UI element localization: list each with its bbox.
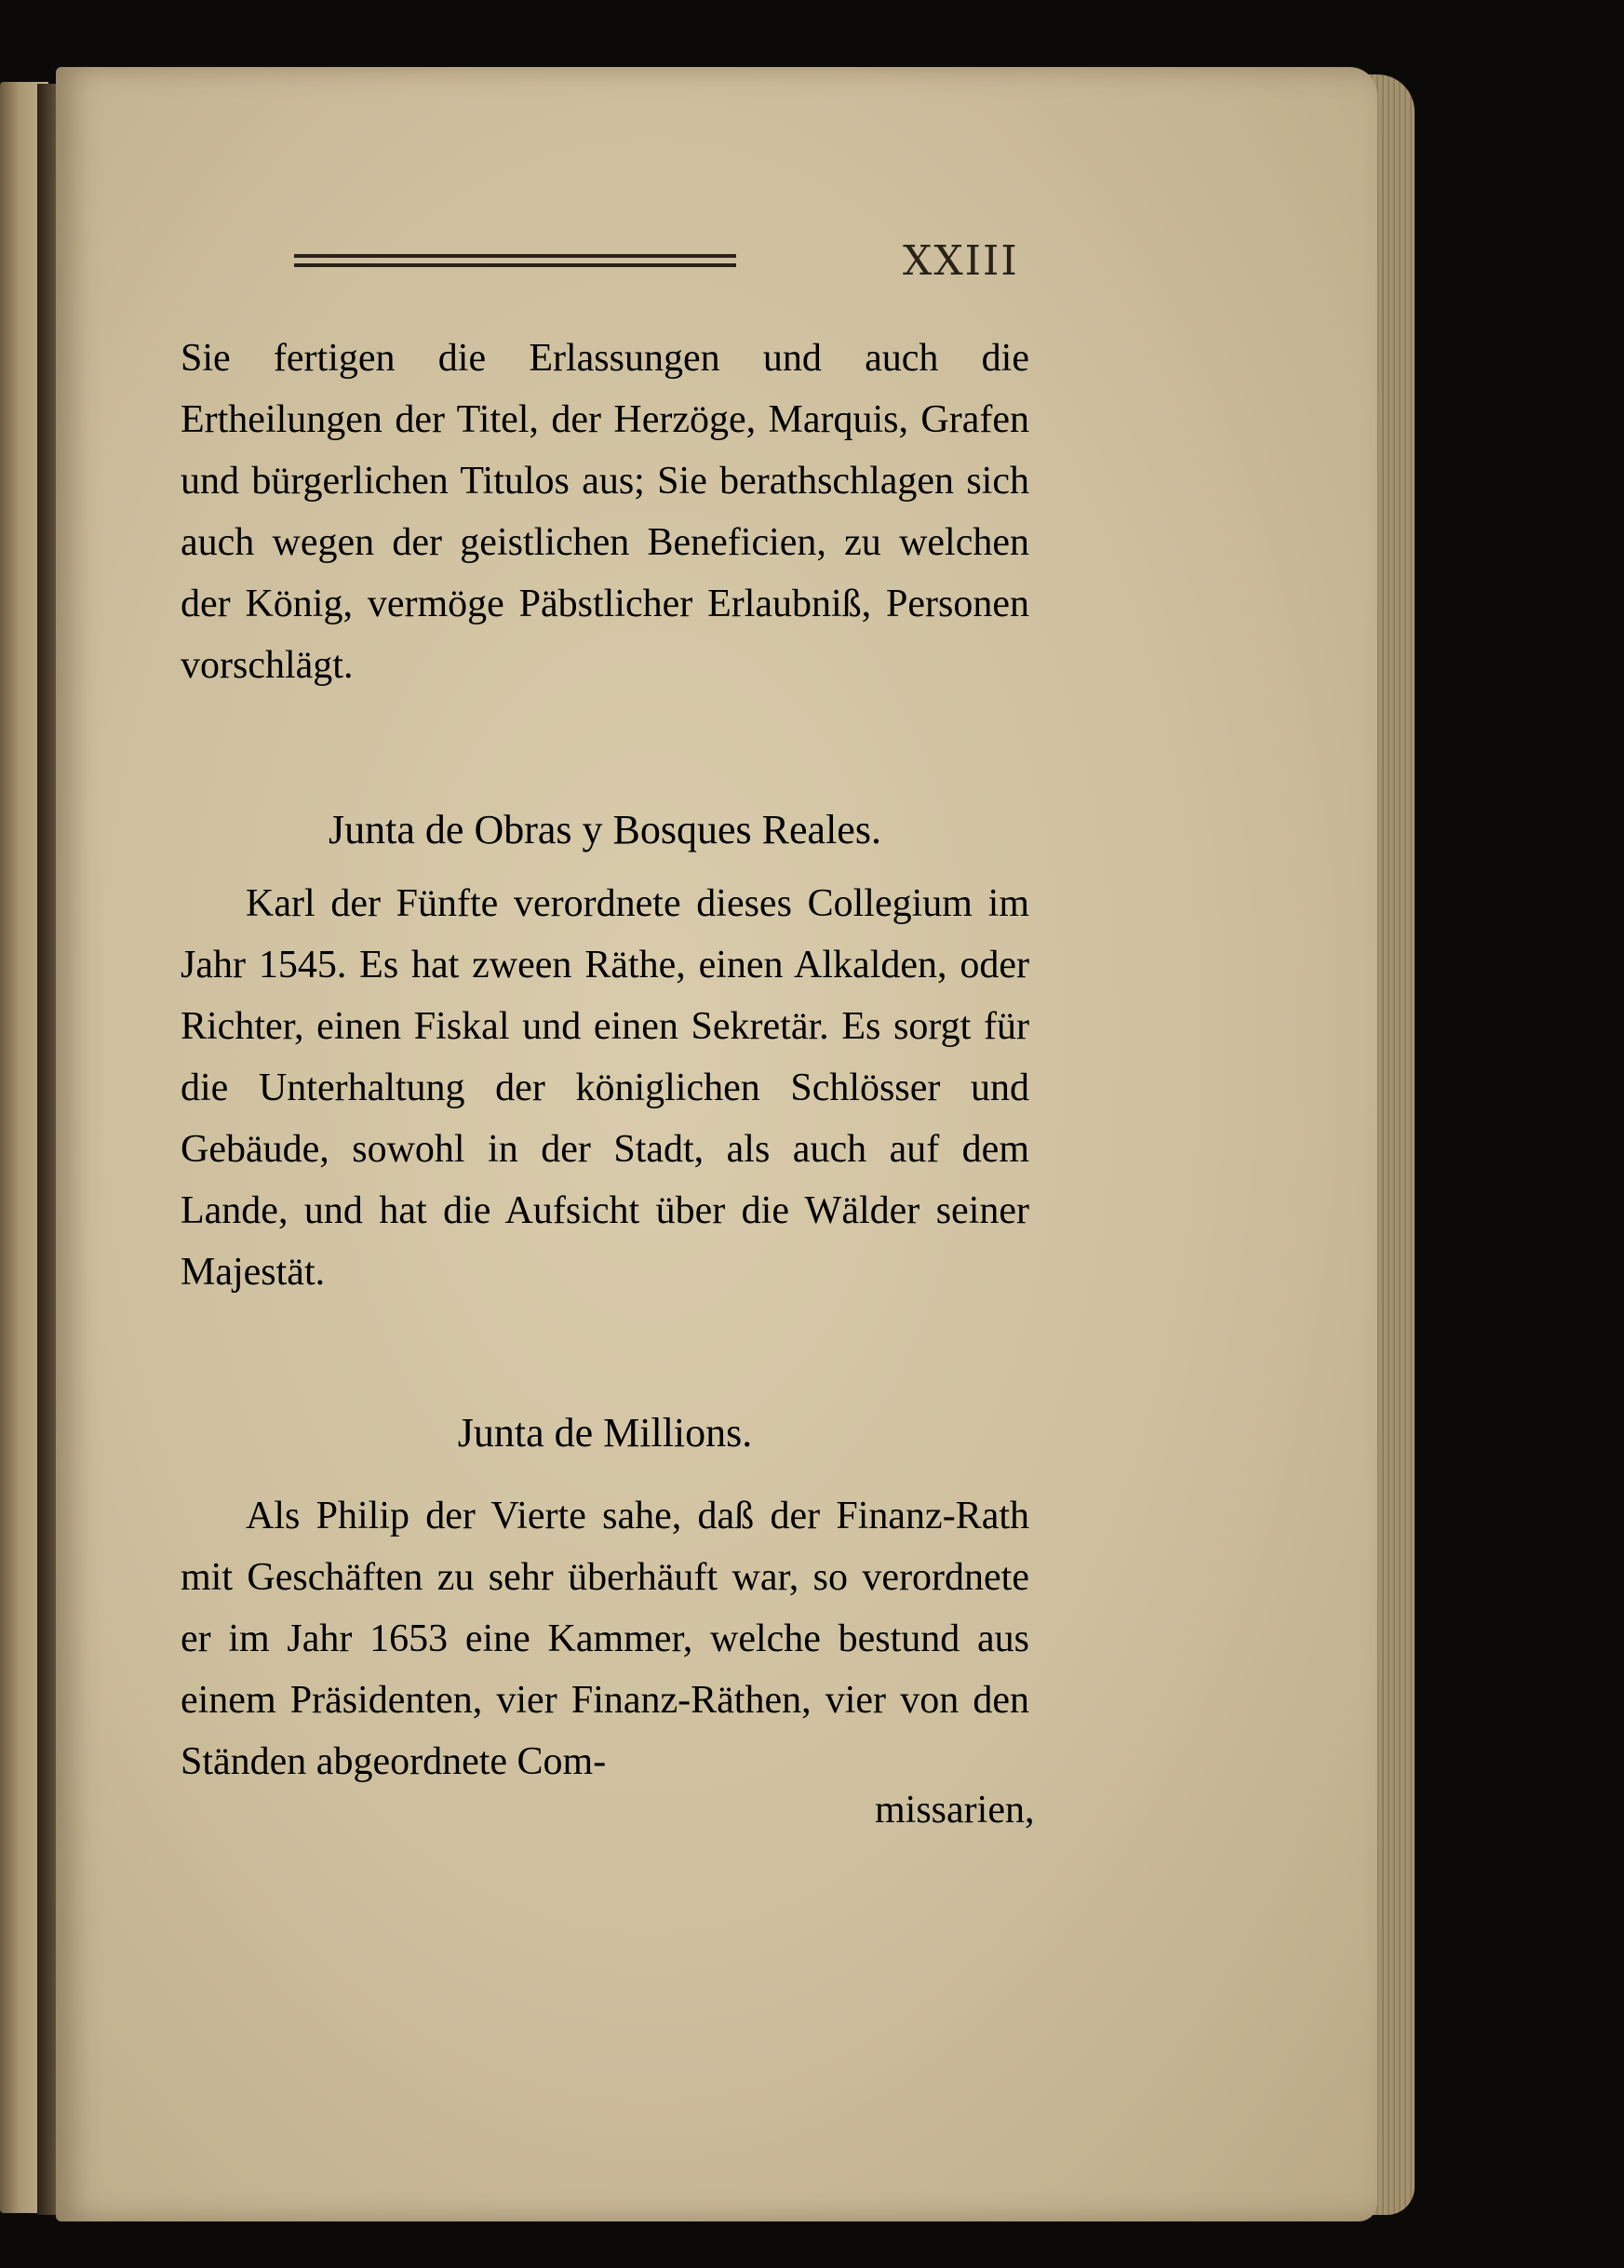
paragraph-titles: Sie fertigen die Erlassungen und auch die Ertheilungen der Titel, der Herzöge, Marquis, Grafen und bürgerlichen Titulos aus; Sie berathschlagen sich auch wegen der geistlichen Beneficien, zu welchen der König, vermöge Päbstlicher Erlaubniß, Personen vorschlägt. [181, 337, 1029, 687]
catchword: missarien, [875, 1789, 1035, 1832]
heading-junta-de-millions: Junta de Millions. [457, 1410, 753, 1456]
heading-junta-de-obras: Junta de Obras y Bosques Reales. [329, 807, 881, 852]
page-number: XXIII [903, 237, 1019, 285]
paragraph-junta-de-obras: Karl der Fünfte verordnete dieses Collegium im Jahr 1545. Es hat zween Räthe, einen Alkalden, oder Richter, einen Fiskal und einen Sekretär. Es sorgt für die Unterhaltung der königlichen Schlösser und Gebäude, sowohl in der Stadt, als auch auf dem Lande, und hat die Aufsicht über die Wälder seiner Majestät. [181, 882, 1029, 1294]
header-rule [294, 254, 736, 267]
paragraph-junta-de-millions: Als Philip der Vierte sahe, daß der Finanz-Rath mit Geschäften zu sehr überhäuft war, so verordnete er im Jahr 1653 eine Kammer, welche bestund aus einem Präsidenten, vier Finanz-Räthen, vier von den Ständen abgeordnete Com- [181, 1495, 1029, 1783]
